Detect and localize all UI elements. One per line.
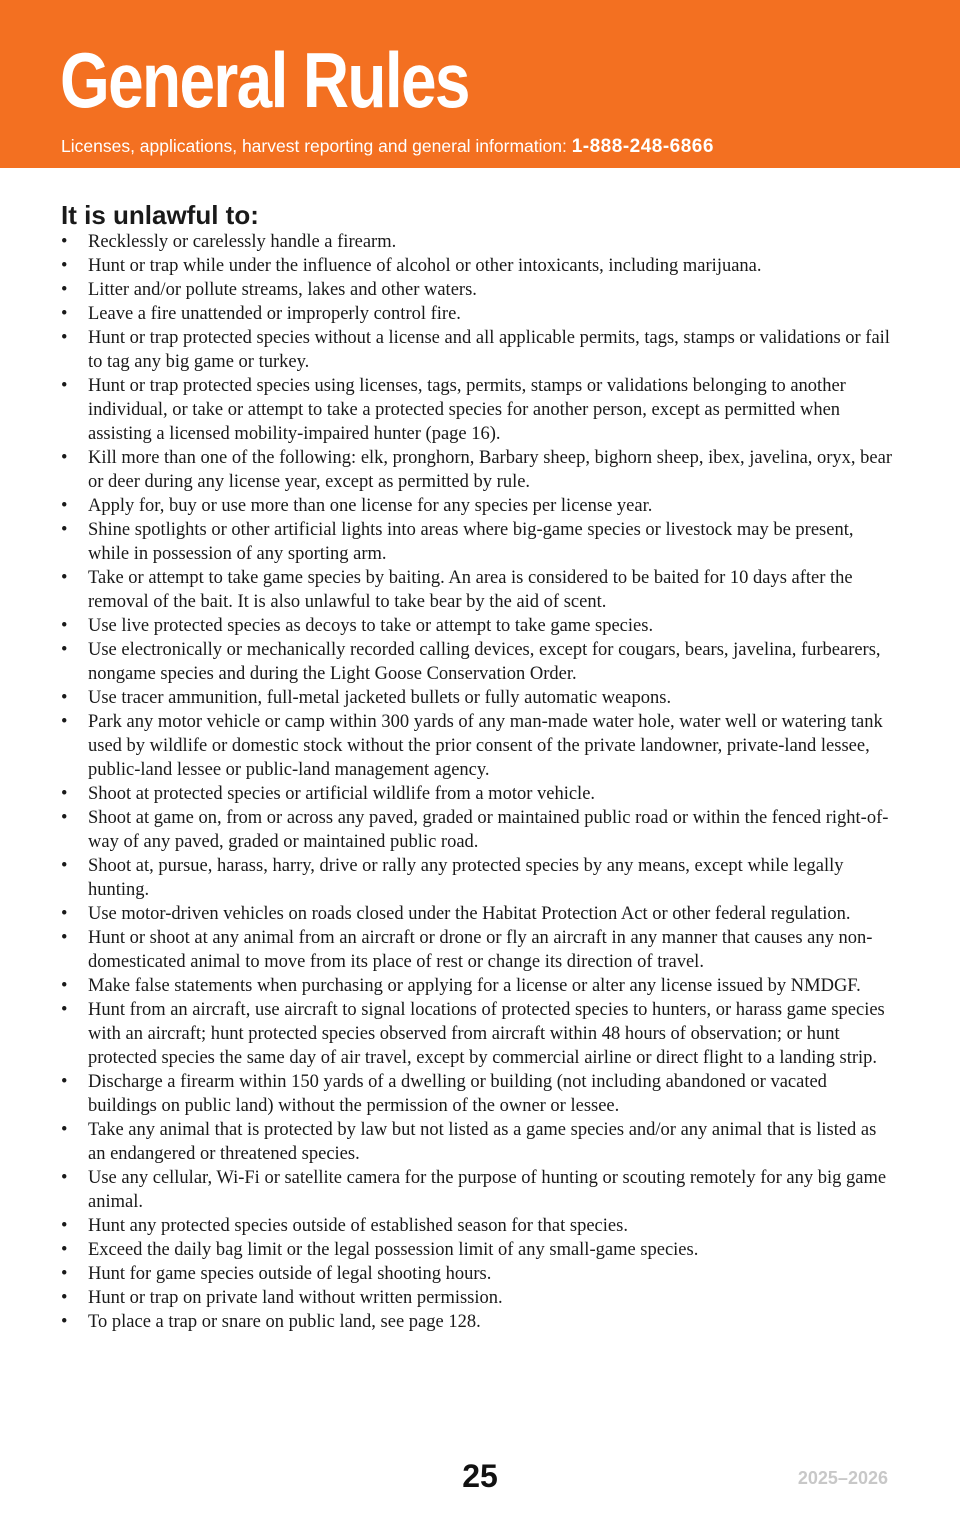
- rule-text: Kill more than one of the following: elk, pronghorn, Barbary sheep, bighorn sheep, ibex, javelina, oryx, bear or deer during any license year, except as permitted by rule.: [88, 448, 893, 492]
- list-item: [61, 1118, 897, 1166]
- rule-text: Park any motor vehicle or camp within 300 yards of any man-made water hole, water well or watering tank used by wildlife or domestic stock without the prior consent of the private landowner, private-land lessee, public-land lessee or public-land management agency.: [88, 712, 883, 780]
- unlawful-rules-list: [61, 230, 897, 1334]
- list-item: [61, 686, 897, 710]
- rule-text: Use electronically or mechanically recorded calling devices, except for cougars, bears, javelina, furbearers, nongame species and during the Light Goose Conservation Order.: [88, 640, 881, 684]
- rule-text: Hunt from an aircraft, use aircraft to signal locations of protected species to hunters, or harass game species with an aircraft; hunt protected species observed from aircraft within 48 hours of observation; or hunt protected species the same day of air travel, except by commercial airline or direct flight to a landing strip.: [88, 1000, 885, 1068]
- rule-text: Leave a fire unattended or improperly control fire.: [88, 304, 461, 324]
- rule-text: Shoot at protected species or artificial wildlife from a motor vehicle.: [88, 784, 596, 804]
- page-header-banner: [0, 0, 960, 168]
- bullet-icon: •: [61, 784, 68, 804]
- list-item: [61, 446, 897, 494]
- bullet-icon: •: [61, 808, 68, 828]
- bullet-icon: •: [61, 640, 68, 660]
- bullet-icon: •: [61, 568, 68, 588]
- list-item: [61, 254, 897, 278]
- list-item: [61, 1286, 897, 1310]
- bullet-icon: •: [61, 1264, 68, 1284]
- list-item: [61, 1238, 897, 1262]
- list-item: [61, 302, 897, 326]
- bullet-icon: •: [61, 448, 68, 468]
- rule-text: Discharge a firearm within 150 yards of a dwelling or building (not including abandoned or vacated buildings on public land) without the permission of the owner or lessee.: [88, 1072, 827, 1116]
- rule-text: Take or attempt to take game species by baiting. An area is considered to be baited for 10 days after the removal of the bait. It is also unlawful to take bear by the aid of scent.: [88, 568, 853, 612]
- edition-year: 2025–2026: [797, 1468, 888, 1488]
- page-title: General Rules: [60, 36, 469, 124]
- list-item: [61, 278, 897, 302]
- list-item: [61, 1310, 897, 1334]
- phone-number[interactable]: 1-888-248-6866: [571, 136, 714, 157]
- list-item: [61, 230, 897, 254]
- list-item: [61, 926, 897, 974]
- bullet-icon: •: [61, 616, 68, 636]
- bullet-icon: •: [61, 688, 68, 708]
- bullet-icon: •: [61, 280, 68, 300]
- bullet-icon: •: [61, 1312, 68, 1332]
- bullet-icon: •: [61, 1000, 68, 1020]
- list-item: [61, 782, 897, 806]
- rule-text: Use live protected species as decoys to take or attempt to take game species.: [88, 616, 654, 636]
- list-item: [61, 1070, 897, 1118]
- bullet-icon: •: [61, 232, 68, 252]
- rule-text: Make false statements when purchasing or applying for a license or alter any license issued by NMDGF.: [88, 976, 861, 996]
- list-item: [61, 998, 897, 1070]
- bullet-icon: •: [61, 712, 68, 732]
- list-item: [61, 374, 897, 446]
- rule-text: Litter and/or pollute streams, lakes and other waters.: [88, 280, 477, 300]
- contact-info: [61, 134, 714, 159]
- bullet-icon: •: [61, 256, 68, 276]
- bullet-icon: •: [61, 376, 68, 396]
- rule-text: Use motor-driven vehicles on roads closed under the Habitat Protection Act or other federal regulation.: [88, 904, 851, 924]
- rule-text: Take any animal that is protected by law but not listed as a game species and/or any animal that is listed as an endangered or threatened species.: [88, 1120, 877, 1164]
- list-item: [61, 902, 897, 926]
- rule-text: Hunt or trap on private land without written permission.: [88, 1288, 503, 1308]
- rule-text: Recklessly or carelessly handle a firearm.: [88, 232, 397, 252]
- rule-text: To place a trap or snare on public land, see page 128.: [88, 1312, 481, 1332]
- list-item: [61, 566, 897, 614]
- rule-text: Hunt or trap protected species using licenses, tags, permits, stamps or validations belonging to another individual, or take or attempt to take a protected species for another person, except as permitted when assisting a licensed mobility-impaired hunter (page 16).: [88, 376, 846, 444]
- rule-text: Use any cellular, Wi-Fi or satellite camera for the purpose of hunting or scouting remotely for any big game animal.: [88, 1168, 887, 1212]
- list-item: [61, 854, 897, 902]
- bullet-icon: •: [61, 1168, 68, 1188]
- bullet-icon: •: [61, 1288, 68, 1308]
- rule-text: Shine spotlights or other artificial lights into areas where big-game species or livestock may be present, while in possession of any sporting arm.: [88, 520, 854, 564]
- bullet-icon: •: [61, 904, 68, 924]
- bullet-icon: •: [61, 928, 68, 948]
- bullet-icon: •: [61, 1216, 68, 1236]
- bullet-icon: •: [61, 328, 68, 348]
- list-item: [61, 806, 897, 854]
- list-item: [61, 518, 897, 566]
- list-item: [61, 974, 897, 998]
- page-number: 25: [462, 1458, 498, 1494]
- rule-text: Shoot at, pursue, harass, harry, drive or rally any protected species by any means, except while legally hunting.: [88, 856, 844, 900]
- list-item: [61, 1214, 897, 1238]
- list-item: [61, 326, 897, 374]
- rule-text: Use tracer ammunition, full-metal jacketed bullets or fully automatic weapons.: [88, 688, 672, 708]
- bullet-icon: •: [61, 1240, 68, 1260]
- list-item: [61, 1262, 897, 1286]
- bullet-icon: •: [61, 976, 68, 996]
- list-item: [61, 1166, 897, 1214]
- bullet-icon: •: [61, 1072, 68, 1092]
- bullet-icon: •: [61, 496, 68, 516]
- list-item: [61, 614, 897, 638]
- contact-info-label: Licenses, applications, harvest reporting and general information:: [61, 136, 572, 156]
- rule-text: Apply for, buy or use more than one license for any species per license year.: [88, 496, 653, 516]
- rule-text: Hunt for game species outside of legal shooting hours.: [88, 1264, 492, 1284]
- section-heading: It is unlawful to:: [61, 200, 259, 230]
- rule-text: Hunt or trap protected species without a license and all applicable permits, tags, stamps or validations or fail to tag any big game or turkey.: [88, 328, 890, 372]
- bullet-icon: •: [61, 1120, 68, 1140]
- rule-text: Hunt or shoot at any animal from an aircraft or drone or fly an aircraft in any manner that causes any non-domesticated animal to move from its place of rest or change its direction of travel.: [88, 928, 873, 972]
- rule-text: Hunt any protected species outside of established season for that species.: [88, 1216, 628, 1236]
- list-item: [61, 710, 897, 782]
- bullet-icon: •: [61, 856, 68, 876]
- rule-text: Exceed the daily bag limit or the legal possession limit of any small-game species.: [88, 1240, 699, 1260]
- rule-text: Shoot at game on, from or across any paved, graded or maintained public road or within the fenced right-of-way of any paved, graded or maintained public road.: [88, 808, 889, 852]
- bullet-icon: •: [61, 520, 68, 540]
- bullet-icon: •: [61, 304, 68, 324]
- list-item: [61, 638, 897, 686]
- list-item: [61, 494, 897, 518]
- rule-text: Hunt or trap while under the influence of alcohol or other intoxicants, including marijuana.: [88, 256, 762, 276]
